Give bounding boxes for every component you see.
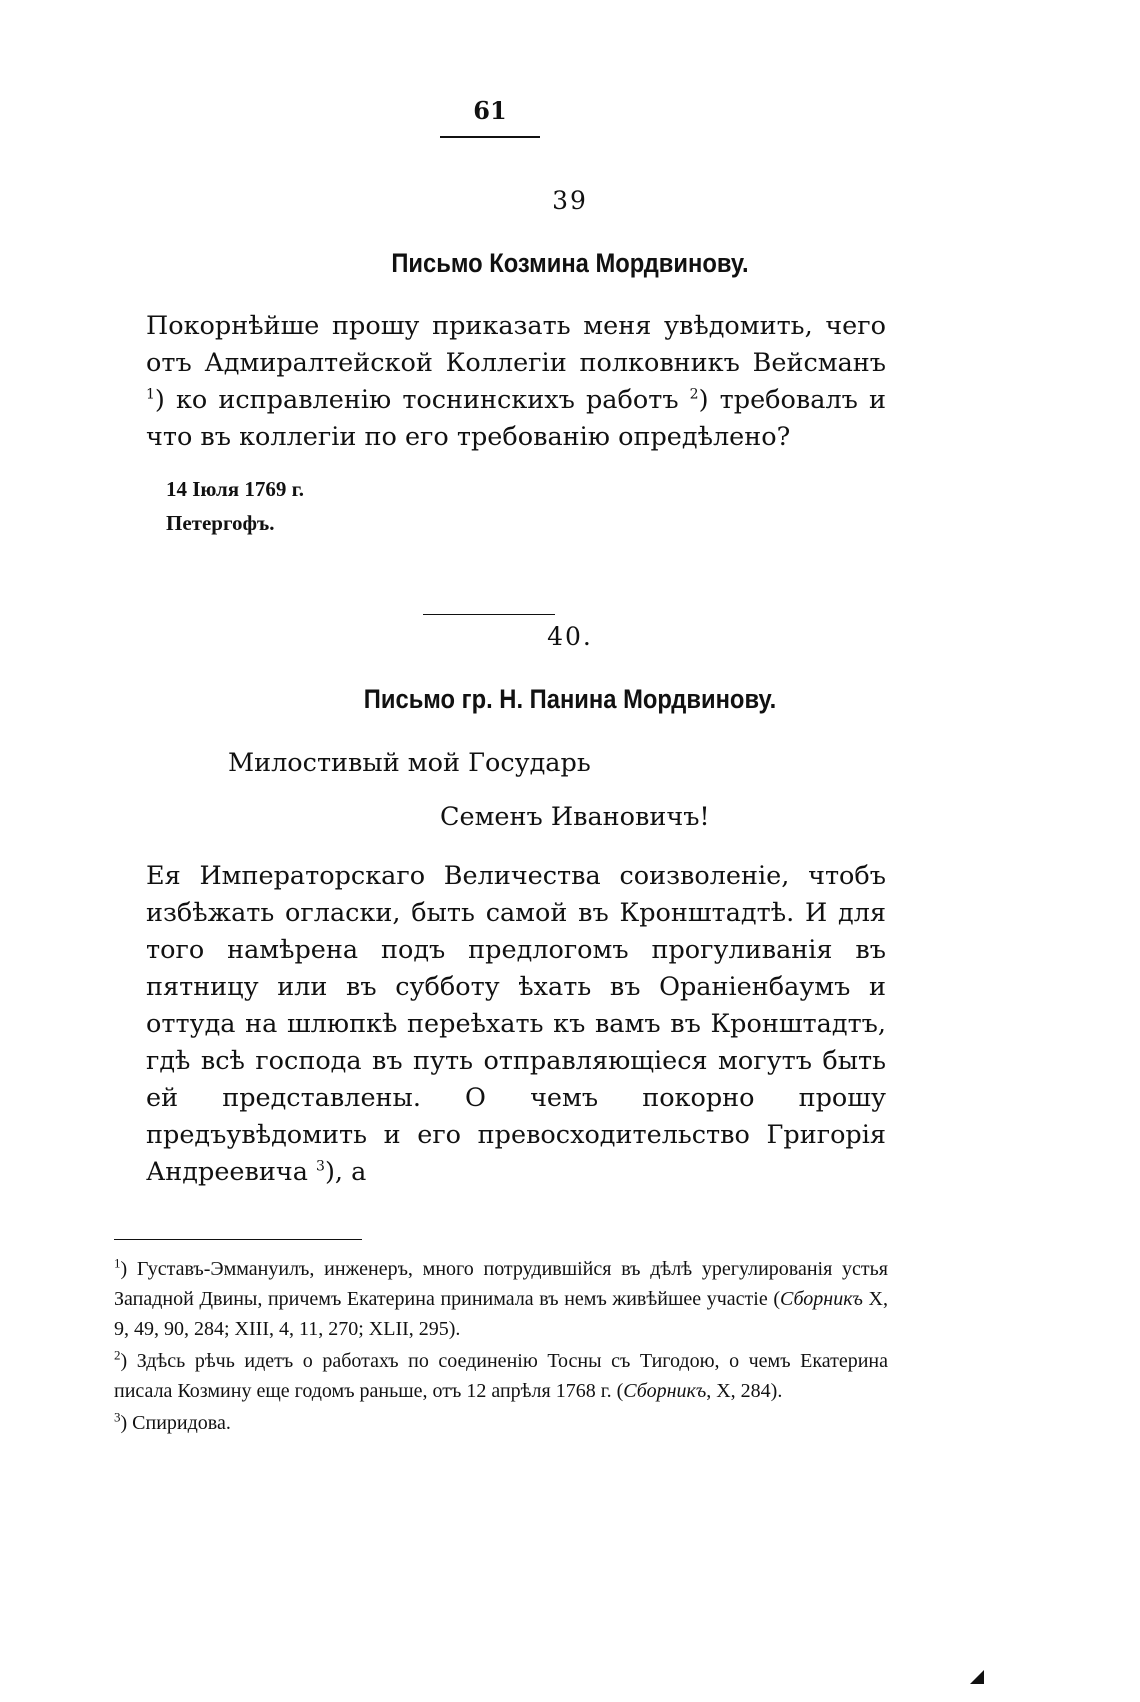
letter-39-date-text: 14 Іюля 1769 г. [166, 477, 305, 501]
footnote-ref-2: 2 [689, 386, 699, 403]
footnote-2-text: ) Здѣсь рѣчь идетъ о работахъ по соединенію Тосны съ Тигодою, о чемъ Екатерина писала Козмину еще годомъ раньше, отъ 12 апрѣля 1768 г. ( [114, 1350, 888, 1402]
footnote-2-marker: 2 [114, 1347, 121, 1363]
page-number: 61 [473, 96, 507, 125]
letter-40-text-2: ), а [324, 1157, 367, 1187]
scan-corner-mark [970, 1670, 984, 1684]
footnote-3-text: ) Спиридова. [120, 1412, 231, 1434]
letter-40-salutation-line2: Семенъ Ивановичъ! [440, 802, 710, 832]
footnote-1-text: ) Густавъ-Эммануилъ, инженеръ, много потрудившійся въ дѣлѣ урегулированія устья Западной Двины, причемъ Екатерина принимала въ немъ живѣйшее участіе ( [114, 1258, 888, 1310]
letter-40-number: 40. [547, 622, 593, 651]
footnote-ref-3: 3 [316, 1158, 325, 1175]
footnote-2-text-after: , X, 284). [706, 1380, 783, 1402]
letter-39-text-3: ) требовалъ и что въ коллегіи по его требованію опредѣлено? [146, 385, 886, 452]
footnote-1-text-after: X, 9, 49, 90, 284; XIII, 4, 11, 270; XLII, 295). [114, 1288, 889, 1340]
footnote-1-marker: 1 [114, 1255, 121, 1271]
letter-40-text-1: Ея Императорскаго Величества соизволеніе, чтобъ избѣжать огласки, быть самой въ Кронштадтѣ. И для того намѣрена подъ предлогомъ прогуливанія въ пятницу или въ субботу ѣхать въ Ораніенбаумъ и оттуда на шлюпкѣ переѣхать къ вамъ въ Кронштадтъ, гдѣ всѣ господа въ путь отправляющіеся могутъ быть ей представлены. О чемъ покорно прошу предъувѣдомить и его превосходительство Григорія Андреевича [146, 861, 886, 1187]
letter-39-title: Письмо Козмина Мордвинову. [391, 248, 749, 278]
footnote-3 [114, 1408, 888, 1438]
footnote-2-source: Сборникъ [623, 1380, 707, 1402]
letter-39-date [166, 472, 304, 540]
letter-40-title: Письмо гр. Н. Панина Мордвинову. [363, 684, 777, 714]
letter-39-text-2: ) ко исправленію тоснинскихъ работъ [154, 385, 690, 415]
letter-39-body [146, 308, 886, 456]
letter-39-place: Петергофъ. [166, 511, 275, 535]
footnote-ref-1: 1 [146, 386, 155, 403]
section-separator [423, 614, 555, 615]
footnote-separator [114, 1239, 362, 1240]
letter-39-text-1: Покорнѣйше прошу приказать меня увѣдомить, чего отъ Адмиралтейской Коллегіи полковникъ Вейсманъ [146, 311, 886, 378]
page-number-underline [440, 136, 540, 138]
footnotes [114, 1254, 888, 1440]
footnote-1 [114, 1254, 888, 1344]
footnote-1-source: Сборникъ [780, 1288, 863, 1310]
footnote-2 [114, 1346, 888, 1406]
letter-39-number: 39 [552, 186, 588, 215]
letter-40-salutation-line1: Милостивый мой Государь [228, 748, 591, 778]
letter-40-body [146, 858, 886, 1191]
footnote-3-marker: 3 [114, 1409, 121, 1425]
